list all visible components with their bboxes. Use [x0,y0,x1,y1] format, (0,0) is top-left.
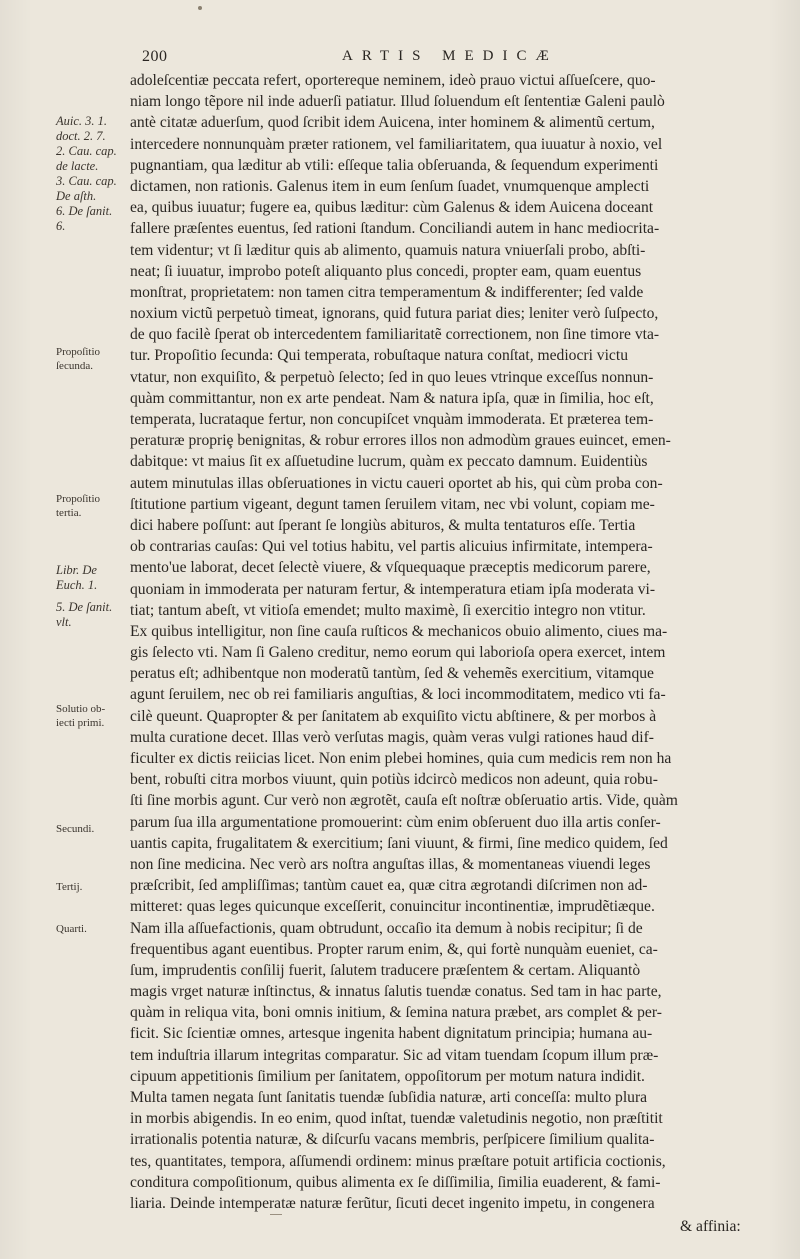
main-text-block [130,70,760,1235]
text-line: temperata, lucrataque fertur, non concupiſcet vnquàm immoderata. Et præterea tem- [130,411,654,428]
margin-line: 6. De ſanit. [56,204,113,218]
margin-line: De aſth. [56,189,97,203]
margin-line: Libr. De [56,563,97,577]
text-line: gis ſelecto vti. Nam ſi Galeno creditur, nemo eorum qui laborioſa opera exercet, intem [130,644,666,662]
text-line: magis vrget naturæ inſtinctus, & innatus ſalutis tuendæ conatus. Sed tam in hac parte, [130,983,662,1001]
text-line: noxium victũ perpetuò timeat, ignorans, quid futura pariat dies; leniter verò ſuſpecto, [130,305,659,323]
margin-line: Auic. 3. 1. [56,114,108,128]
margin-line: Propoſitio [56,346,101,358]
text-line: niam longo tẽpore nil inde aduerſi patiatur. Illud ſoluendum eſt ſententiæ Galeni paulò [130,93,665,111]
running-title: ARTIS MEDICÆ [342,48,558,64]
margin-line: Solutio ob- [56,703,106,715]
text-line: ob contrarias cauſas: Qui vel totius habitu, vel partis alicuius infirmitate, intempera- [130,538,653,556]
text-line [130,1214,760,1235]
text-line: quàm committantur, non ex arte pendeat. Nam & natura ipſa, quæ in ſimilia, hoc eſt, [130,389,654,407]
text-line: irrationalis potentia naturæ, & diſcurſu vacans membris, perſpicere ſimilium qualita- [130,1131,655,1149]
text-line: de quo facilè ſperat ob intercedentem familiaritatẽ correctionem, non ſine timore vta- [130,326,660,344]
text-line: tem videntur; vt ſi læditur quis ab alimento, quamuis natura vniuerſali probo, abſti- [130,241,646,259]
text-line: ficulter ex dictis reiicias licet. Non enim plebei homines, quia cum medicis rem non ha [130,750,672,767]
ink-speck [198,6,202,10]
text-line: dictamen, non rationis. Galenus item in eum ſenſum ſuadet, vnumquenque amplecti [130,177,650,195]
text-line: bent, robuſti citra morbos viuunt, quin potiùs idcircò medicos non adeunt, quia robu- [130,771,658,789]
text-line: agunt ſeruilem, nec ob rei familiaris anguſtias, & loci incommoditatem, medico vti fa- [130,686,666,704]
text-line: ſum, imprudentis conſilij fuerit, ſalutem traducere præſentem & certam. Aliquantò [130,961,641,979]
marginal-propositio-tertia [56,492,130,520]
page-number: 200 [142,48,168,65]
text-line: intercedere nonnunquàm præter rationem, vel familiaritatem, qua iuuatur à noxio, vel [130,135,663,153]
text-line: cilè queunt. Quapropter & per ſanitatem ab exquiſito victu abſtinere, & per morbos à [130,707,657,725]
margin-line: Propoſitio [56,493,101,505]
margin-line: tertia. [56,507,82,519]
text-line: multa curatione decet. Illas verò verſutas magis, quàm veras vulgi rationes haud dif- [130,728,654,746]
page-header [142,48,762,70]
text-line: autem minutulas illas obſeruationes in victu caueri oportet ab his, qui cùm proba con- [130,474,663,492]
marginal-reference-euch [56,563,130,593]
text-line: quoniam in immoderata per naturam fertur, & intemperatura etiam ipſa moderata vi- [130,580,656,598]
text-line: adoleſcentiæ peccata refert, oportereque neminem, ideò prauo victui aſſueſcere, quo- [130,72,656,89]
margin-line: doct. 2. 7. [56,129,106,143]
margin-line: Secundi. [56,823,95,835]
text-line: frequentibus agant euentibus. Propter rarum enim, &, qui fortè nunquàm eueniet, ca- [130,940,658,958]
text-line: vtatur, non exquiſito, & perpetuò ſelecto; ſed in quo leues vtrinque exceſſus nonnun- [130,368,654,386]
text-line: dabitque: vt maius ſit ex aſſuetudine lucrum, quàm ex peccato damnum. Euidentiùs [130,453,648,471]
text-line: cipuum appetitionis ſimilium per ſanitatem, oppoſitorum per motum natura indidit. [130,1067,645,1085]
margin-line: 6. [56,219,66,233]
text-line: uantis capita, frugalitatem & exercitium; ſani viuunt, & firmi, ſine medico quidem, ſed [130,834,668,852]
margin-line: Euch. 1. [56,578,98,592]
text-line: dici habere poſſunt: aut ſperant ſe longiùs abituros, & multa tentaturos eſſe. Tertia [130,516,636,534]
text-line: Multa tamen negata ſunt ſanitatis tuendæ ſubſidia naturæ, arti conceſſa: multo plura [130,1089,648,1106]
text-line: in morbis abigendis. In eo enim, quod inſtat, tuendæ valetudinis negotio, non præſtitit [130,1110,663,1128]
text-line: Nam illa aſſuefactionis, quam obtrudunt, occaſio ita demum à nobis recipitur; ſi de [130,919,643,937]
margin-line: 3. Cau. cap. [56,174,117,188]
dash-mark [270,1214,282,1215]
text-line: mitteret: quas leges quicunque exceſſerit, conuincitur incontinentiæ, imprudẽtiæque. [130,898,655,916]
marginal-reference-auicena [56,114,130,234]
text-line: Ex quibus intelligitur, non ſine cauſa ruſticos & mechanicos obuio alimento, ciues ma- [130,622,668,640]
text-line: tur. Propoſitio ſecunda: Qui temperata, robuſtaque natura conſtat, mediocri victu [130,347,628,365]
catchword: & affinia: [680,1218,741,1235]
margin-line: de lacte. [56,159,99,173]
text-line: conditura compoſitionum, quibus alimenta ex ſe diſſimilia, ſimilia euaderent, & fami- [130,1173,661,1191]
text-line: pugnantiam, qua læditur ab vtili: eſſeque talia obſeruanda, & ſequendum experimenti [130,156,659,174]
marginal-reference-de-sanit [56,600,130,630]
marginal-solutio-obiecti [56,702,130,730]
text-line: mento'ue laborat, decet ſelectè viuere, & vſquequaque præceptis medicorum parere, [130,559,651,577]
marginal-secundi [56,822,130,836]
margin-line: vlt. [56,615,72,629]
text-line: tes, quantitates, tempora, aſſumendi ordinem: minus præſtare potuit artificia coctionis, [130,1152,666,1170]
text-line: liaria. Deinde intemperatæ naturæ ferũtur, ſicuti decet ingenito impetu, in congenera [130,1194,655,1212]
text-line: præſcribit, ſed ampliſſimas; tantùm cauet ea, quæ citra ægrotandi diſcrimen non ad- [130,877,648,895]
margin-line: 2. Cau. cap. [56,144,117,158]
text-line: ea, quibus iuuatur; fugere ea, quibus læditur: cùm Galenus & idem Auicena doceant [130,199,654,217]
text-line: peratus eſt; adhibentque non moderatũ tantùm, ſed & vehemẽs exercitium, vitamque [130,665,654,683]
text-line: ſtitutione partium vigeant, degunt tamen ſeruilem vitam, nec vbi volunt, copiam me- [130,495,655,513]
margin-line: ſecunda. [56,360,93,372]
margin-notes [0,0,130,1259]
margin-line: 5. De ſanit. [56,600,113,614]
text-line: antè citatæ aduerſum, quod ſcribit idem Auicena, inter hominem & alimentũ certum, [130,114,655,132]
text-line: quàm in reliqua vita, boni omnis initium, & ſemina natura præbet, ars complet & per- [130,1004,662,1022]
text-line: ſti ſine morbis agunt. Cur verò non ægrotẽt, cauſa eſt noſtræ obſeruatio artis. Vide, quàm [130,792,678,810]
text-line: peraturæ propriȩ benignitas, & robur errores illos non admodùm graues euincet, emen- [130,432,671,450]
margin-line: iecti primi. [56,717,105,729]
margin-line: Quarti. [56,923,87,935]
text-line: ficit. Sic ſcientiæ omnes, artesque ingenita habent dignitatum principia; humana au- [130,1025,653,1043]
margin-line: Tertij. [56,881,83,893]
text-line: fallere præſentes euentus, ſed rationi ſtandum. Conciliandi autem in hanc mediocrita- [130,220,660,238]
text-line: neat; ſi iuuatur, improbo poteſt aliquanto plus concedi, propter eam, quam euentus [130,262,642,280]
marginal-tertij [56,880,130,894]
marginal-quarti [56,922,130,936]
text-line: parum ſua illa argumentatione promouerint: cùm enim obſeruent duo illa artis conſer- [130,813,661,831]
text-line: monſtrat, proprietatem: non tamen citra temperamentum & indifferenter; ſed valde [130,283,644,301]
text-line: tiat; tantum abeſt, vt vitioſa emendet; multo maximè, ſi exercitio integro non vtitur. [130,601,646,619]
text-line: tem induſtria illarum integritas comparatur. Sic ad vitam tuendam ſcopum illum præ- [130,1046,659,1064]
text-line: non ſine medicina. Nec verò ars noſtra anguſtas illas, & momentaneas viuendi leges [130,855,651,873]
marginal-propositio-secunda [56,345,130,373]
